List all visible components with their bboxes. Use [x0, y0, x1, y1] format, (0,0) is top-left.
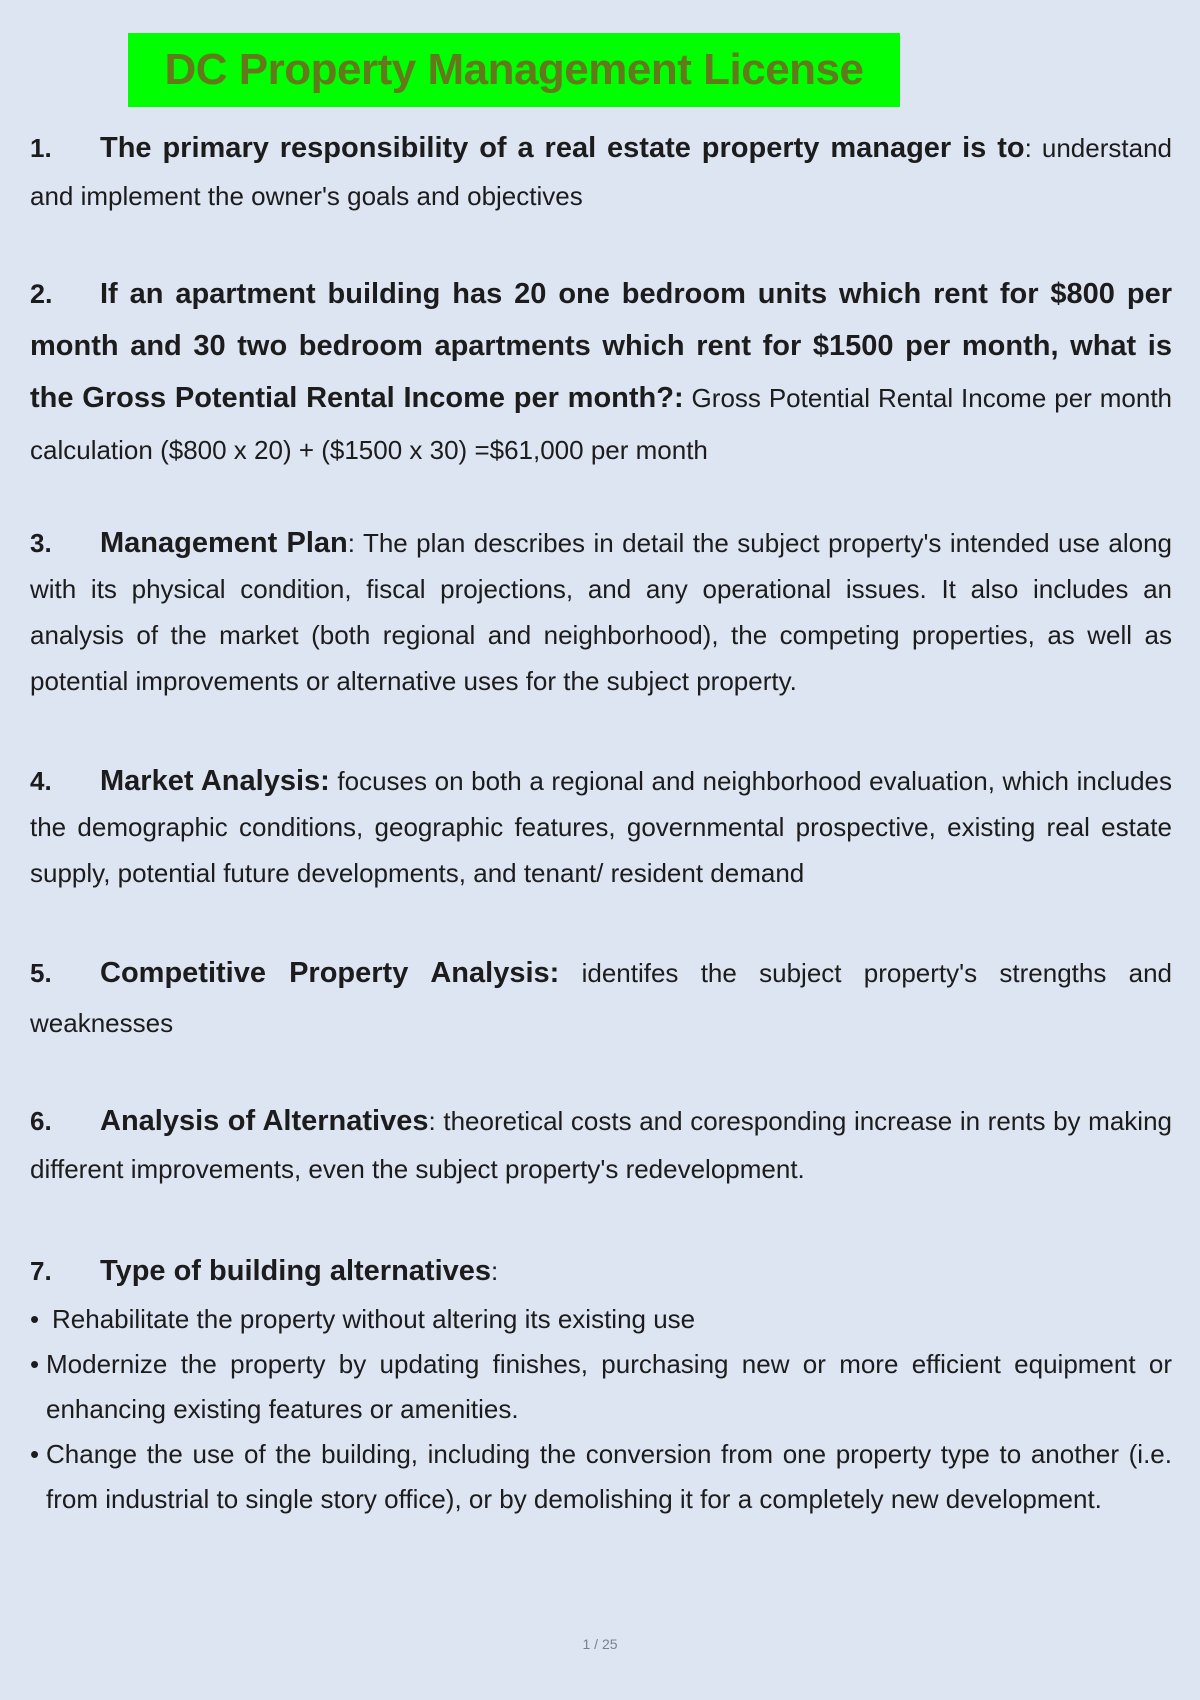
item-separator: :	[1024, 133, 1032, 163]
list-item	[30, 124, 1172, 220]
list-item	[30, 268, 1172, 476]
bullet-item: • Change the use of the building, including the conversion from one property type to another (i.e. from industrial to single story office), or by demolishing it for a completely new development.	[30, 1432, 1172, 1522]
item-number: 3.	[30, 528, 52, 558]
item-body: understand and implement the owner's goals and objectives	[30, 133, 1172, 211]
item-number: 6.	[30, 1106, 52, 1136]
bullet-item: • Modernize the property by updating finishes, purchasing new or more efficient equipment or enhancing existing features or amenities.	[30, 1342, 1172, 1432]
item-body: focuses on both a regional and neighborhood evaluation, which includes the demographic conditions, geographic features, governmental prospective, existing real estate supply, potential future developments, and tenant/ resident demand	[30, 766, 1172, 888]
item-number: 2.	[30, 279, 53, 309]
item-heading: Type of building alternatives	[100, 1255, 492, 1287]
item-heading: The primary responsibility of a real estate property manager is to	[100, 132, 1025, 164]
bullet-list	[30, 1297, 1172, 1522]
title-banner	[128, 33, 900, 107]
item-heading: Market Analysis:	[100, 765, 330, 797]
list-item	[30, 758, 1172, 896]
item-heading: Management Plan	[100, 527, 348, 559]
item-heading: If an apartment building has 20 one bedroom units which rent for $800 per month and 30 two bedroom apartments which rent for $1500 per month, what is the Gross Potential Rental Income per month?:	[30, 278, 1172, 414]
list-item	[30, 1097, 1172, 1193]
item-number: 5.	[30, 958, 52, 988]
item-body: Gross Potential Rental Income per month calculation ($800 x 20) + ($1500 x 30) =$61,000 per month	[30, 383, 1173, 465]
item-number: 1.	[30, 133, 52, 163]
item-separator: :	[491, 1256, 499, 1286]
page-indicator: 1 / 25	[582, 1636, 618, 1652]
item-heading: Analysis of Alternatives	[100, 1105, 429, 1137]
item-number: 7.	[30, 1256, 52, 1286]
list-item	[30, 948, 1172, 1048]
item-body: The plan describes in detail the subject property's intended use along with its physical condition, fiscal projections, and any operational issues. It also includes an analysis of the market (both regional and neighborhood), the competing properties, as well as potential improvements or alternative uses for the subject property.	[30, 528, 1172, 696]
item-separator: :	[428, 1106, 436, 1136]
item-heading: Competitive Property Analysis:	[100, 957, 560, 989]
item-body: theoretical costs and coresponding increase in rents by making different improvements, even the subject property's redevelopment.	[30, 1106, 1172, 1184]
item-number: 4.	[30, 766, 52, 796]
list-item	[30, 1245, 1172, 1522]
page-title: DC Property Management License	[164, 45, 864, 94]
item-separator: :	[347, 528, 355, 558]
list-item	[30, 520, 1172, 704]
bullet-item: • Rehabilitate the property without altering its existing use	[30, 1297, 1172, 1342]
item-body: identifes the subject property's strengths and weaknesses	[30, 958, 1172, 1038]
